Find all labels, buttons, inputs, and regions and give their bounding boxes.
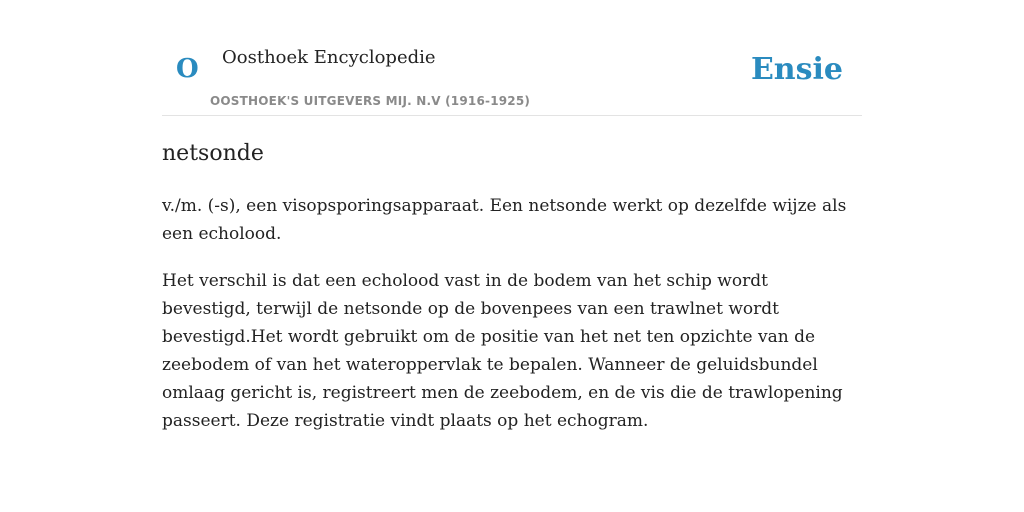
oosthoek-logo-icon[interactable]: O bbox=[176, 54, 199, 84]
entry-body bbox=[162, 192, 852, 454]
entry-paragraph: v./m. (-s), een visopsporingsapparaat. Een netsonde werkt op dezelfde wijze als een echolood. bbox=[162, 196, 847, 244]
entry-paragraph: Het verschil is dat een echolood vast in de bodem van het schip wordt bevestigd, terwijl de netsonde op de bovenpees van een trawlnet wordt bevestigd.Het wordt gebruikt om de positie van het net ten opzichte van de zeebodem of van het wateroppervlak te bepalen. Wanneer de geluidsbundel omlaag gericht is, registreert men de zeebodem, en de vis die de trawlopening passeert. Deze registratie vindt plaats op het echogram. bbox=[162, 271, 843, 431]
publisher-subtitle: OOSTHOEK'S UITGEVERS MIJ. N.V (1916-1925) bbox=[210, 94, 531, 108]
ensie-logo-link[interactable]: Ensie bbox=[750, 52, 843, 87]
encyclopedia-header bbox=[162, 40, 862, 116]
entry-title: netsonde bbox=[162, 141, 264, 166]
encyclopedia-title[interactable]: Oosthoek Encyclopedie bbox=[222, 47, 436, 68]
